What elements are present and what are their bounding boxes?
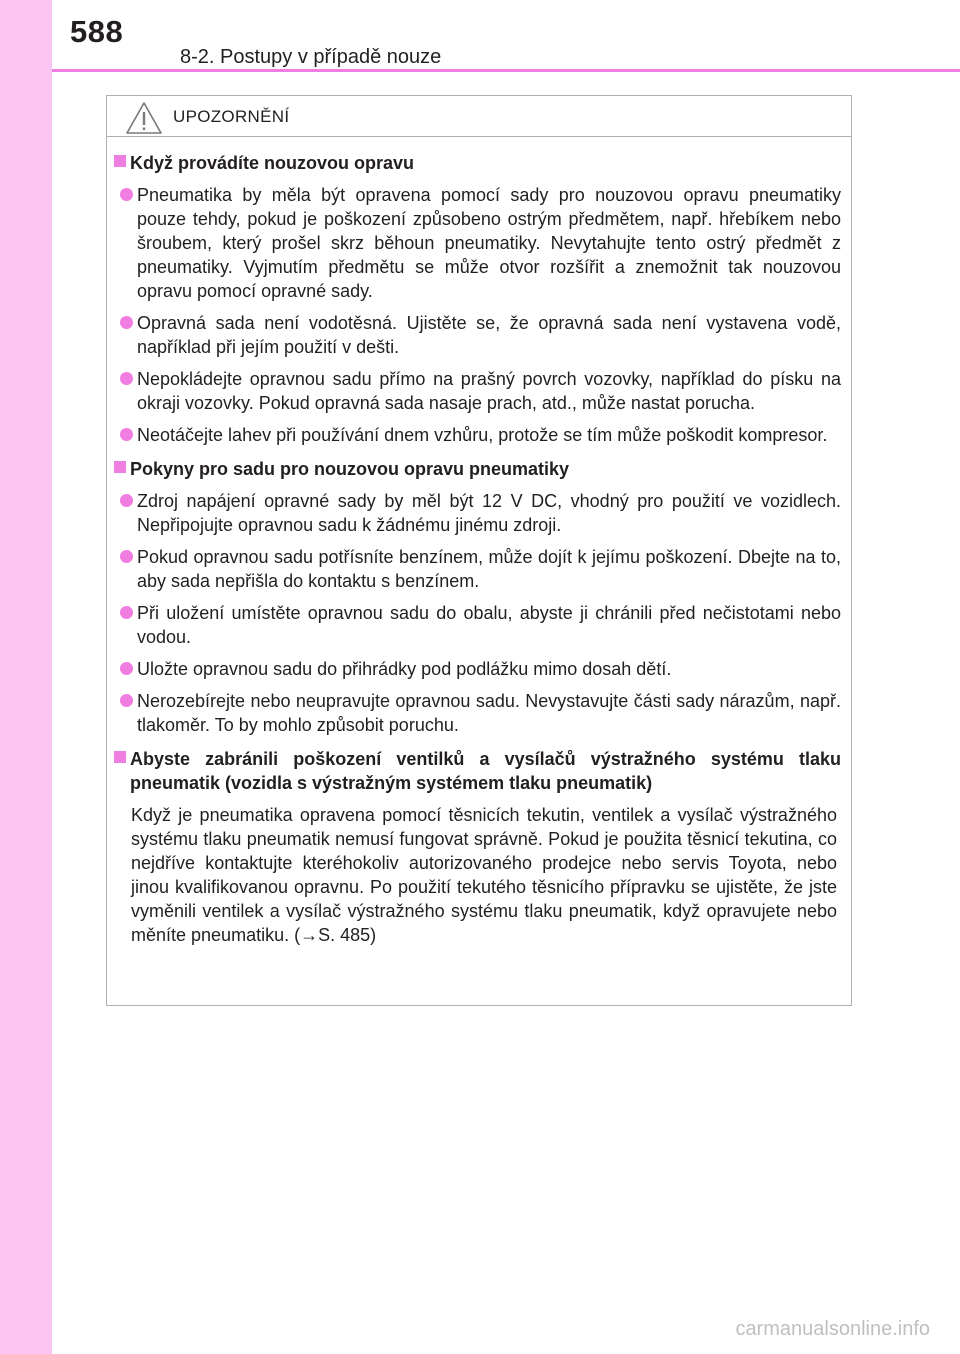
page-number: 588 xyxy=(70,14,124,49)
circle-bullet-icon xyxy=(120,694,133,707)
circle-bullet-icon xyxy=(120,606,133,619)
list-item xyxy=(107,601,851,649)
header-divider xyxy=(52,69,960,72)
circle-bullet-icon xyxy=(120,662,133,675)
list-item-text: Nerozebírejte nebo neupravujte opravnou sadu. Nevystavujte části sady nárazům, např. tlakoměr. To by mohlo způsobit poruchu. xyxy=(137,691,841,735)
square-bullet-icon xyxy=(114,751,126,763)
side-tab-band xyxy=(0,0,52,1354)
circle-bullet-icon xyxy=(120,316,133,329)
list-item-text: Pneumatika by měla být opravena pomocí sady pro nouzovou opravu pneumatiky pouze tehdy, pokud je poškození způsobeno ostrým předmětem, např. hřebíkem nebo šroubem, který prošel skrz běhoun pneumatiky. Nevytahujte tento ostrý předmět z pneumatiky. Vyjmutím předmětu se může otvor rozšířit a znemožnit tak nouzovou opravu pomocí opravné sady. xyxy=(137,185,841,301)
section-title: 8-2. Postupy v případě nouze xyxy=(180,46,442,68)
list-item xyxy=(107,689,851,737)
circle-bullet-icon xyxy=(120,428,133,441)
list-item xyxy=(107,311,851,359)
list-item-text: Neotáčejte lahev při používání dnem vzhůru, protože se tím může poškodit kompresor. xyxy=(137,425,828,445)
list-item xyxy=(107,183,851,303)
caution-header xyxy=(107,96,851,137)
list-item xyxy=(107,657,851,681)
warning-triangle-icon xyxy=(125,101,163,135)
list-item xyxy=(107,367,851,415)
square-bullet-icon xyxy=(114,461,126,473)
list-item-text: Zdroj napájení opravné sady by měl být 12 V DC, vhodný pro použití ve vozidlech. Nepřipojujte opravnou sadu k žádnému jinému zdroji. xyxy=(137,491,841,535)
watermark: carmanualsonline.info xyxy=(735,1318,930,1340)
circle-bullet-icon xyxy=(120,372,133,385)
section-heading xyxy=(107,151,851,175)
paragraph: Když je pneumatika opravena pomocí těsnicích tekutin, ventilek a vysílač výstražného systému tlaku pneumatik nemusí fungovat správně. Pokud je použita těsnicí tekutina, co nejdříve kontaktujte kteréhokoliv autorizovaného prodejce nebo servis Toyota, nebo jinou kvalifikovanou opravnu. Po použití tekutého těsnicího přípravku se ujistěte, že jste vyměnili ventilek a vysílač výstražného systému tlaku pneumatik, když opravujete nebo měníte pneumatiku. (→S. 485) xyxy=(131,805,837,945)
section-heading-text: Pokyny pro sadu pro nouzovou opravu pneumatiky xyxy=(130,459,570,479)
circle-bullet-icon xyxy=(120,494,133,507)
list-item-text: Nepokládejte opravnou sadu přímo na prašný povrch vozovky, například do písku na okraji vozovky. Pokud opravná sada nasaje prach, atd., může nastat porucha. xyxy=(137,369,841,413)
circle-bullet-icon xyxy=(120,188,133,201)
list-item xyxy=(107,489,851,537)
list-item-text: Uložte opravnou sadu do přihrádky pod podlážku mimo dosah dětí. xyxy=(137,659,672,679)
list-item-text: Při uložení umístěte opravnou sadu do obalu, abyste ji chránili před nečistotami nebo vodou. xyxy=(137,603,841,647)
caution-label: UPOZORNĚNÍ xyxy=(173,107,290,126)
list-item xyxy=(107,545,851,593)
section-heading xyxy=(107,747,851,795)
caution-content xyxy=(107,151,851,947)
circle-bullet-icon xyxy=(120,550,133,563)
square-bullet-icon xyxy=(114,155,126,167)
section-heading xyxy=(107,457,851,481)
list-item xyxy=(107,423,851,447)
section-heading-text: Když provádíte nouzovou opravu xyxy=(130,153,415,173)
list-item-text: Opravná sada není vodotěsná. Ujistěte se, že opravná sada není vystavena vodě, například při jejím použití v dešti. xyxy=(137,313,841,357)
list-item-text: Pokud opravnou sadu potřísníte benzínem, může dojít k jejímu poškození. Dbejte na to, aby sada nepřišla do kontaktu s benzínem. xyxy=(137,547,841,591)
caution-box xyxy=(106,95,852,1006)
section-heading-text: Abyste zabránili poškození ventilků a vysílačů výstražného systému tlaku pneumatik (vozidla s výstražným systémem tlaku pneumatik) xyxy=(130,749,841,793)
